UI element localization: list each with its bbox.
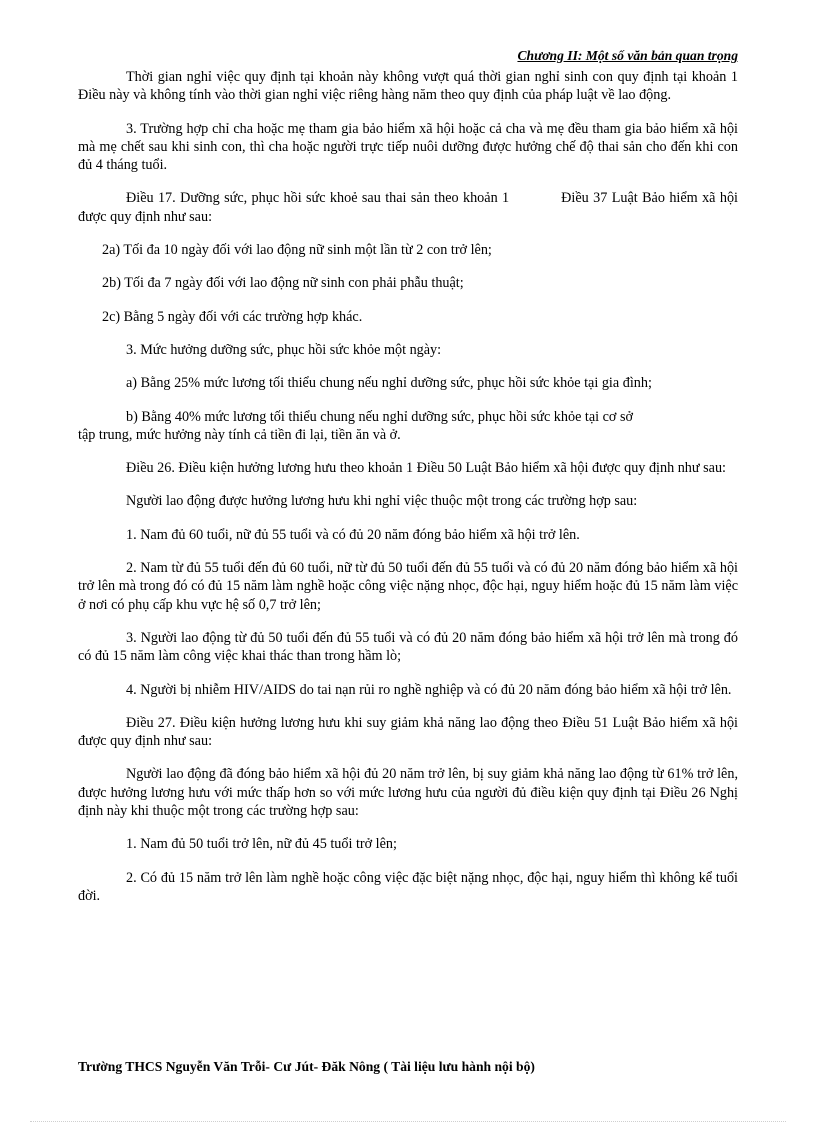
article-17-part-2: Điều 37 Luật Bảo hiểm xã hội được quy định như sau: <box>78 190 739 225</box>
paragraph: Người lao động đã đóng bảo hiểm xã hội đủ 20 năm trở lên, bị suy giảm khả năng lao động từ 61% trở lên, được hưởng lương hưu với mức thấp hơn so với mức lương hưu của người đủ điều kiện quy định tại Điều 26 Nghị định này khi thuộc một trong các trường hợp sau: <box>78 766 738 820</box>
list-item: 4. Người bị nhiễm HIV/AIDS do tai nạn rủi ro nghề nghiệp và có đủ 20 năm đóng bảo hiểm xã hội trở lên. <box>126 681 732 698</box>
list-item: 1. Nam đủ 50 tuổi trở lên, nữ đủ 45 tuổi trở lên; <box>126 836 397 853</box>
page-footer: Trường THCS Nguyễn Văn Trỗi- Cư Jút- Đăk Nông ( Tài liệu lưu hành nội bộ) <box>78 1059 535 1074</box>
list-item: a) Bằng 25% mức lương tối thiểu chung nếu nghỉ dưỡng sức, phục hồi sức khỏe tại gia đình; <box>126 375 652 392</box>
document-body <box>78 68 738 920</box>
list-item: 2c) Bằng 5 ngày đối với các trường hợp khác. <box>102 308 363 325</box>
list-item: 2b) Tối đa 7 ngày đối với lao động nữ sinh con phải phẫu thuật; <box>102 275 464 292</box>
list-item: 2. Nam từ đủ 55 tuổi đến đủ 60 tuổi, nữ từ đủ 50 tuổi đến đủ 55 tuổi và có đủ 20 năm đóng bảo hiểm xã hội trở lên mà trong đó có đủ 15 năm làm nghề hoặc công việc nặng nhọc, độc hại, nguy hiểm hoặc đủ 15 năm làm việc ở nơi có phụ cấp khu vực hệ số 0,7 trở lên; <box>78 560 738 613</box>
page-divider <box>30 1121 786 1122</box>
paragraph: Người lao động được hưởng lương hưu khi nghỉ việc thuộc một trong các trường hợp sau: <box>126 493 638 510</box>
paragraph: 3. Trường hợp chỉ cha hoặc mẹ tham gia bảo hiểm xã hội hoặc cả cha và mẹ đều tham gia bảo hiểm xã hội mà mẹ chết sau khi sinh con, thì cha hoặc người trực tiếp nuôi dưỡng được hưởng chế độ thai sản cho đến khi con đủ 4 tháng tuổi. <box>78 120 738 174</box>
paragraph: 3. Mức hưởng dưỡng sức, phục hồi sức khỏe một ngày: <box>126 341 442 358</box>
article-17-heading <box>78 189 738 226</box>
chapter-header: Chương II: Một số văn bản quan trọng <box>517 48 738 63</box>
paragraph: Thời gian nghỉ việc quy định tại khoản này không vượt quá thời gian nghỉ sinh con quy định tại khoản 1 Điều này và không tính vào thời gian nghỉ việc riêng hàng năm theo quy định của pháp luật về lao động. <box>78 69 738 104</box>
list-item: 3. Người lao động từ đủ 50 tuổi đến đủ 55 tuổi và có đủ 20 năm đóng bảo hiểm xã hội trở lên mà trong đó có đủ 15 năm làm công việc khai thác than trong hầm lò; <box>78 629 738 665</box>
list-item: 2. Có đủ 15 năm trở lên làm nghề hoặc công việc đặc biệt nặng nhọc, độc hại, nguy hiểm thì không kể tuổi đời. <box>78 869 738 904</box>
article-26-heading: Điều 26. Điều kiện hưởng lương hưu theo khoản 1 Điều 50 Luật Bảo hiểm xã hội được quy định như sau: <box>126 460 726 477</box>
list-item: 2a) Tối đa 10 ngày đối với lao động nữ sinh một lần từ 2 con trở lên; <box>102 242 492 259</box>
article-27-heading: Điều 27. Điều kiện hưởng lương hưu khi suy giảm khả năng lao động theo Điều 51 Luật Bảo hiểm xã hội được quy định như sau: <box>78 714 738 750</box>
article-17-part-1: Điều 17. Dưỡng sức, phục hồi sức khoẻ sau thai sản theo khoản 1 <box>126 190 510 207</box>
list-item-continuation: tập trung, mức hưởng này tính cả tiền đi lại, tiền ăn và ở. <box>78 426 401 443</box>
list-item: 1. Nam đủ 60 tuổi, nữ đủ 55 tuổi và có đủ 20 năm đóng bảo hiểm xã hội trở lên. <box>126 526 580 543</box>
list-item: b) Bằng 40% mức lương tối thiểu chung nếu nghỉ dưỡng sức, phục hồi sức khỏe tại cơ sở <box>126 408 634 425</box>
